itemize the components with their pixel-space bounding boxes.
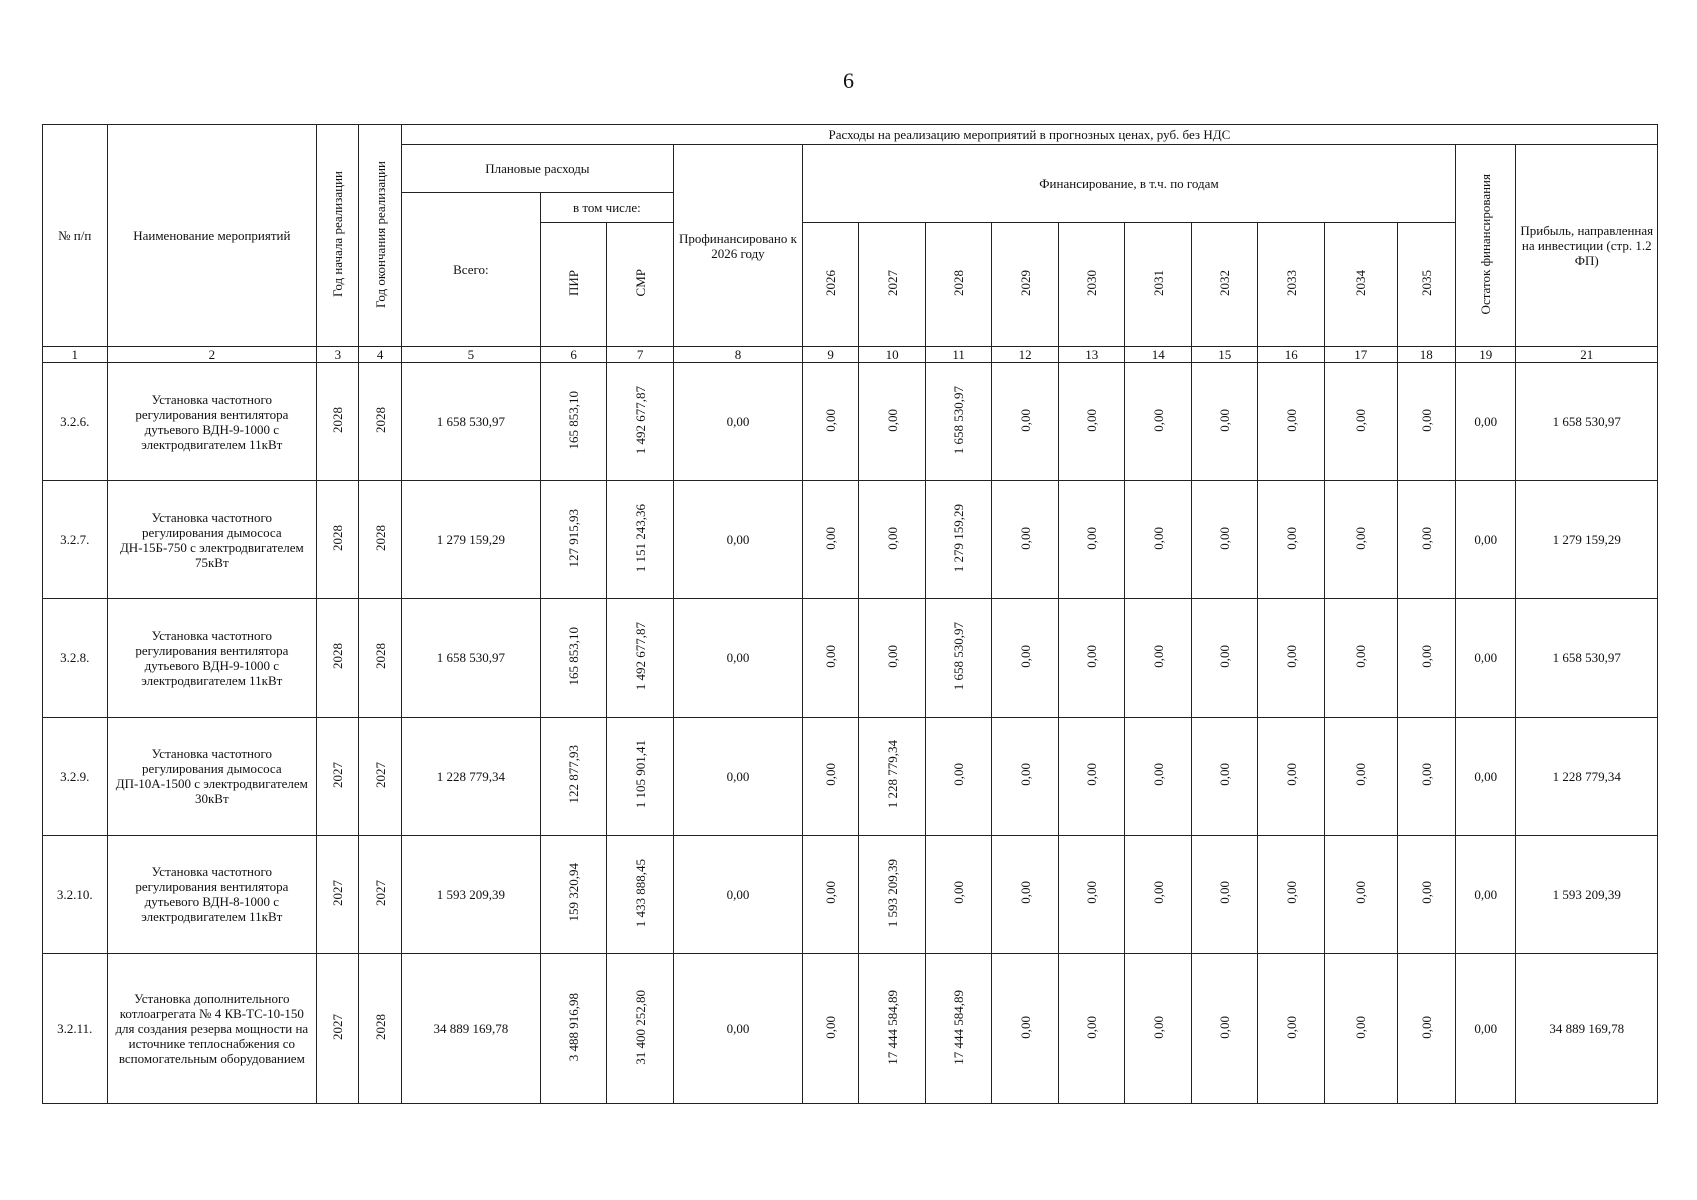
cell-year-value: 0,00 bbox=[1325, 599, 1398, 717]
cell-financed: 0,00 bbox=[673, 717, 802, 835]
cell-year-value: 0,00 bbox=[802, 599, 858, 717]
cell-year-value: 0,00 bbox=[1058, 953, 1125, 1103]
cell-pir: 127 915,93 bbox=[540, 481, 607, 599]
header-year-end: Год окончания реализации bbox=[359, 125, 401, 347]
cell-year-value: 0,00 bbox=[1191, 835, 1258, 953]
cell-financed: 0,00 bbox=[673, 599, 802, 717]
header-year-2034: 2034 bbox=[1325, 223, 1398, 347]
cell-year-start: 2028 bbox=[317, 363, 359, 481]
header-smr: СМР bbox=[607, 223, 674, 347]
cell-year-value: 0,00 bbox=[1397, 599, 1455, 717]
cell-year-value: 0,00 bbox=[925, 835, 992, 953]
column-number: 15 bbox=[1191, 347, 1258, 363]
cell-name: Установка дополнительного котлоагрегата № 4 КВ-ТС-10-150 для создания резерва мощности на источнике теплоснабжения со вспомогательным оборудованием bbox=[107, 953, 317, 1103]
header-year-2029: 2029 bbox=[992, 223, 1059, 347]
cell-year-value: 0,00 bbox=[1058, 599, 1125, 717]
cell-num: 3.2.10. bbox=[43, 835, 108, 953]
column-number: 10 bbox=[859, 347, 926, 363]
cell-year-value: 0,00 bbox=[802, 717, 858, 835]
cell-profit: 1 658 530,97 bbox=[1516, 599, 1658, 717]
cell-smr: 1 492 677,87 bbox=[607, 599, 674, 717]
cell-profit: 1 658 530,97 bbox=[1516, 363, 1658, 481]
cell-year-value: 0,00 bbox=[1191, 717, 1258, 835]
cell-year-start: 2027 bbox=[317, 953, 359, 1103]
cell-year-value: 0,00 bbox=[992, 481, 1059, 599]
header-financed-to: Профинансировано к 2026 году bbox=[673, 145, 802, 347]
cell-total: 1 593 209,39 bbox=[401, 835, 540, 953]
column-number: 1 bbox=[43, 347, 108, 363]
cell-year-value: 0,00 bbox=[1191, 599, 1258, 717]
cell-smr: 1 433 888,45 bbox=[607, 835, 674, 953]
cell-year-end: 2028 bbox=[359, 481, 401, 599]
cell-year-value: 0,00 bbox=[925, 717, 992, 835]
cell-year-value: 1 228 779,34 bbox=[859, 717, 926, 835]
cell-year-value: 0,00 bbox=[1258, 481, 1325, 599]
cell-pir: 165 853,10 bbox=[540, 599, 607, 717]
header-year-2030: 2030 bbox=[1058, 223, 1125, 347]
cell-num: 3.2.11. bbox=[43, 953, 108, 1103]
cell-pir: 3 488 916,98 bbox=[540, 953, 607, 1103]
cell-year-value: 1 658 530,97 bbox=[925, 599, 992, 717]
cell-remaining: 0,00 bbox=[1456, 599, 1516, 717]
cell-year-value: 1 593 209,39 bbox=[859, 835, 926, 953]
cell-year-end: 2028 bbox=[359, 363, 401, 481]
column-number: 9 bbox=[802, 347, 858, 363]
cell-total: 1 279 159,29 bbox=[401, 481, 540, 599]
column-number: 14 bbox=[1125, 347, 1192, 363]
cell-total: 1 228 779,34 bbox=[401, 717, 540, 835]
cell-smr: 1 105 901,41 bbox=[607, 717, 674, 835]
cell-remaining: 0,00 bbox=[1456, 835, 1516, 953]
cell-financed: 0,00 bbox=[673, 953, 802, 1103]
header-year-2027: 2027 bbox=[859, 223, 926, 347]
cell-year-value: 0,00 bbox=[802, 953, 858, 1103]
cell-year-value: 0,00 bbox=[859, 599, 926, 717]
cell-remaining: 0,00 bbox=[1456, 953, 1516, 1103]
cell-year-value: 0,00 bbox=[1058, 481, 1125, 599]
cell-year-value: 0,00 bbox=[1325, 835, 1398, 953]
cell-year-value: 0,00 bbox=[1258, 599, 1325, 717]
cell-year-value: 0,00 bbox=[1258, 363, 1325, 481]
header-remaining: Остаток финансирования bbox=[1456, 145, 1516, 347]
header-year-2032: 2032 bbox=[1191, 223, 1258, 347]
cell-year-value: 0,00 bbox=[859, 481, 926, 599]
cell-year-end: 2028 bbox=[359, 599, 401, 717]
cell-smr: 1 492 677,87 bbox=[607, 363, 674, 481]
cell-year-value: 0,00 bbox=[1191, 363, 1258, 481]
column-number: 16 bbox=[1258, 347, 1325, 363]
cell-num: 3.2.8. bbox=[43, 599, 108, 717]
cell-year-value: 0,00 bbox=[992, 363, 1059, 481]
cell-name: Установка частотного регулирования вентилятора дутьевого ВДН-9-1000 с электродвигателем 11кВт bbox=[107, 363, 317, 481]
cell-year-value: 0,00 bbox=[1397, 363, 1455, 481]
cell-year-value: 0,00 bbox=[1397, 481, 1455, 599]
cell-profit: 1 228 779,34 bbox=[1516, 717, 1658, 835]
page-number: 6 bbox=[843, 68, 854, 93]
table-row bbox=[43, 953, 1658, 1103]
cell-year-end: 2028 bbox=[359, 953, 401, 1103]
cell-year-value: 0,00 bbox=[1125, 363, 1192, 481]
cell-year-value: 0,00 bbox=[1258, 717, 1325, 835]
cell-year-value: 0,00 bbox=[1125, 835, 1192, 953]
cell-total: 34 889 169,78 bbox=[401, 953, 540, 1103]
header-name: Наименование мероприятий bbox=[107, 125, 317, 347]
cell-year-value: 17 444 584,89 bbox=[925, 953, 992, 1103]
cell-year-value: 0,00 bbox=[1125, 481, 1192, 599]
column-number: 3 bbox=[317, 347, 359, 363]
cell-pir: 165 853,10 bbox=[540, 363, 607, 481]
investment-table bbox=[42, 124, 1658, 1104]
cell-year-value: 17 444 584,89 bbox=[859, 953, 926, 1103]
column-number: 21 bbox=[1516, 347, 1658, 363]
cell-year-value: 0,00 bbox=[992, 835, 1059, 953]
cell-year-value: 0,00 bbox=[1325, 953, 1398, 1103]
header-pir: ПИР bbox=[540, 223, 607, 347]
cell-year-value: 0,00 bbox=[1325, 717, 1398, 835]
cell-year-value: 0,00 bbox=[1258, 835, 1325, 953]
cell-remaining: 0,00 bbox=[1456, 481, 1516, 599]
cell-profit: 34 889 169,78 bbox=[1516, 953, 1658, 1103]
cell-num: 3.2.6. bbox=[43, 363, 108, 481]
cell-year-value: 0,00 bbox=[1258, 953, 1325, 1103]
cell-year-value: 0,00 bbox=[992, 953, 1059, 1103]
cell-smr: 1 151 243,36 bbox=[607, 481, 674, 599]
column-number: 8 bbox=[673, 347, 802, 363]
header-num: № п/п bbox=[43, 125, 108, 347]
column-number: 4 bbox=[359, 347, 401, 363]
cell-year-value: 0,00 bbox=[1058, 363, 1125, 481]
cell-profit: 1 279 159,29 bbox=[1516, 481, 1658, 599]
header-profit: Прибыль, направленная на инвестиции (стр. 1.2 ФП) bbox=[1516, 145, 1658, 347]
cell-year-end: 2027 bbox=[359, 835, 401, 953]
column-number: 11 bbox=[925, 347, 992, 363]
cell-num: 3.2.9. bbox=[43, 717, 108, 835]
cell-financed: 0,00 bbox=[673, 481, 802, 599]
cell-year-start: 2027 bbox=[317, 717, 359, 835]
cell-year-value: 0,00 bbox=[1191, 481, 1258, 599]
cell-year-value: 1 279 159,29 bbox=[925, 481, 992, 599]
column-number: 12 bbox=[992, 347, 1059, 363]
cell-year-value: 0,00 bbox=[992, 599, 1059, 717]
header-year-2028: 2028 bbox=[925, 223, 992, 347]
cell-year-value: 0,00 bbox=[1325, 481, 1398, 599]
table-row bbox=[43, 481, 1658, 599]
cell-total: 1 658 530,97 bbox=[401, 363, 540, 481]
cell-financed: 0,00 bbox=[673, 363, 802, 481]
cell-year-value: 0,00 bbox=[802, 835, 858, 953]
column-number: 18 bbox=[1397, 347, 1455, 363]
cell-year-value: 0,00 bbox=[1397, 717, 1455, 835]
table-row bbox=[43, 717, 1658, 835]
header-year-2033: 2033 bbox=[1258, 223, 1325, 347]
cell-year-value: 1 658 530,97 bbox=[925, 363, 992, 481]
cell-year-value: 0,00 bbox=[802, 363, 858, 481]
column-number: 17 bbox=[1325, 347, 1398, 363]
header-including: в том числе: bbox=[540, 193, 673, 223]
cell-financed: 0,00 bbox=[673, 835, 802, 953]
column-number: 13 bbox=[1058, 347, 1125, 363]
cell-remaining: 0,00 bbox=[1456, 717, 1516, 835]
cell-total: 1 658 530,97 bbox=[401, 599, 540, 717]
column-number: 19 bbox=[1456, 347, 1516, 363]
cell-pir: 159 320,94 bbox=[540, 835, 607, 953]
cell-name: Установка частотного регулирования вентилятора дутьевого ВДН-8-1000 с электродвигателем 11кВт bbox=[107, 835, 317, 953]
table-row bbox=[43, 835, 1658, 953]
cell-year-start: 2028 bbox=[317, 599, 359, 717]
column-number: 2 bbox=[107, 347, 317, 363]
cell-name: Установка частотного регулирования дымососа ДП-10А-1500 с электродвигателем 30кВт bbox=[107, 717, 317, 835]
cell-profit: 1 593 209,39 bbox=[1516, 835, 1658, 953]
cell-year-value: 0,00 bbox=[1397, 835, 1455, 953]
cell-year-value: 0,00 bbox=[1125, 953, 1192, 1103]
column-number: 5 bbox=[401, 347, 540, 363]
header-expenses-title: Расходы на реализацию мероприятий в прогнозных ценах, руб. без НДС bbox=[401, 125, 1657, 145]
table-row bbox=[43, 599, 1658, 717]
cell-year-value: 0,00 bbox=[1058, 717, 1125, 835]
cell-num: 3.2.7. bbox=[43, 481, 108, 599]
cell-year-value: 0,00 bbox=[1325, 363, 1398, 481]
cell-year-value: 0,00 bbox=[1125, 599, 1192, 717]
header-year-2035: 2035 bbox=[1397, 223, 1455, 347]
cell-pir: 122 877,93 bbox=[540, 717, 607, 835]
cell-year-value: 0,00 bbox=[802, 481, 858, 599]
cell-remaining: 0,00 bbox=[1456, 363, 1516, 481]
cell-year-value: 0,00 bbox=[1125, 717, 1192, 835]
cell-year-start: 2028 bbox=[317, 481, 359, 599]
cell-year-value: 0,00 bbox=[992, 717, 1059, 835]
cell-smr: 31 400 252,80 bbox=[607, 953, 674, 1103]
header-year-2026: 2026 bbox=[802, 223, 858, 347]
table-row bbox=[43, 363, 1658, 481]
cell-year-value: 0,00 bbox=[859, 363, 926, 481]
cell-year-value: 0,00 bbox=[1191, 953, 1258, 1103]
header-total: Всего: bbox=[401, 193, 540, 347]
header-financing-by-years: Финансирование, в т.ч. по годам bbox=[802, 145, 1455, 223]
column-number: 7 bbox=[607, 347, 674, 363]
cell-name: Установка частотного регулирования дымососа ДН-15Б-750 с электродвигателем 75кВт bbox=[107, 481, 317, 599]
cell-year-end: 2027 bbox=[359, 717, 401, 835]
cell-year-start: 2027 bbox=[317, 835, 359, 953]
column-number: 6 bbox=[540, 347, 607, 363]
header-year-start: Год начала реализации bbox=[317, 125, 359, 347]
cell-name: Установка частотного регулирования вентилятора дутьевого ВДН-9-1000 с электродвигателем 11кВт bbox=[107, 599, 317, 717]
cell-year-value: 0,00 bbox=[1058, 835, 1125, 953]
cell-year-value: 0,00 bbox=[1397, 953, 1455, 1103]
header-planned: Плановые расходы bbox=[401, 145, 673, 193]
header-year-2031: 2031 bbox=[1125, 223, 1192, 347]
